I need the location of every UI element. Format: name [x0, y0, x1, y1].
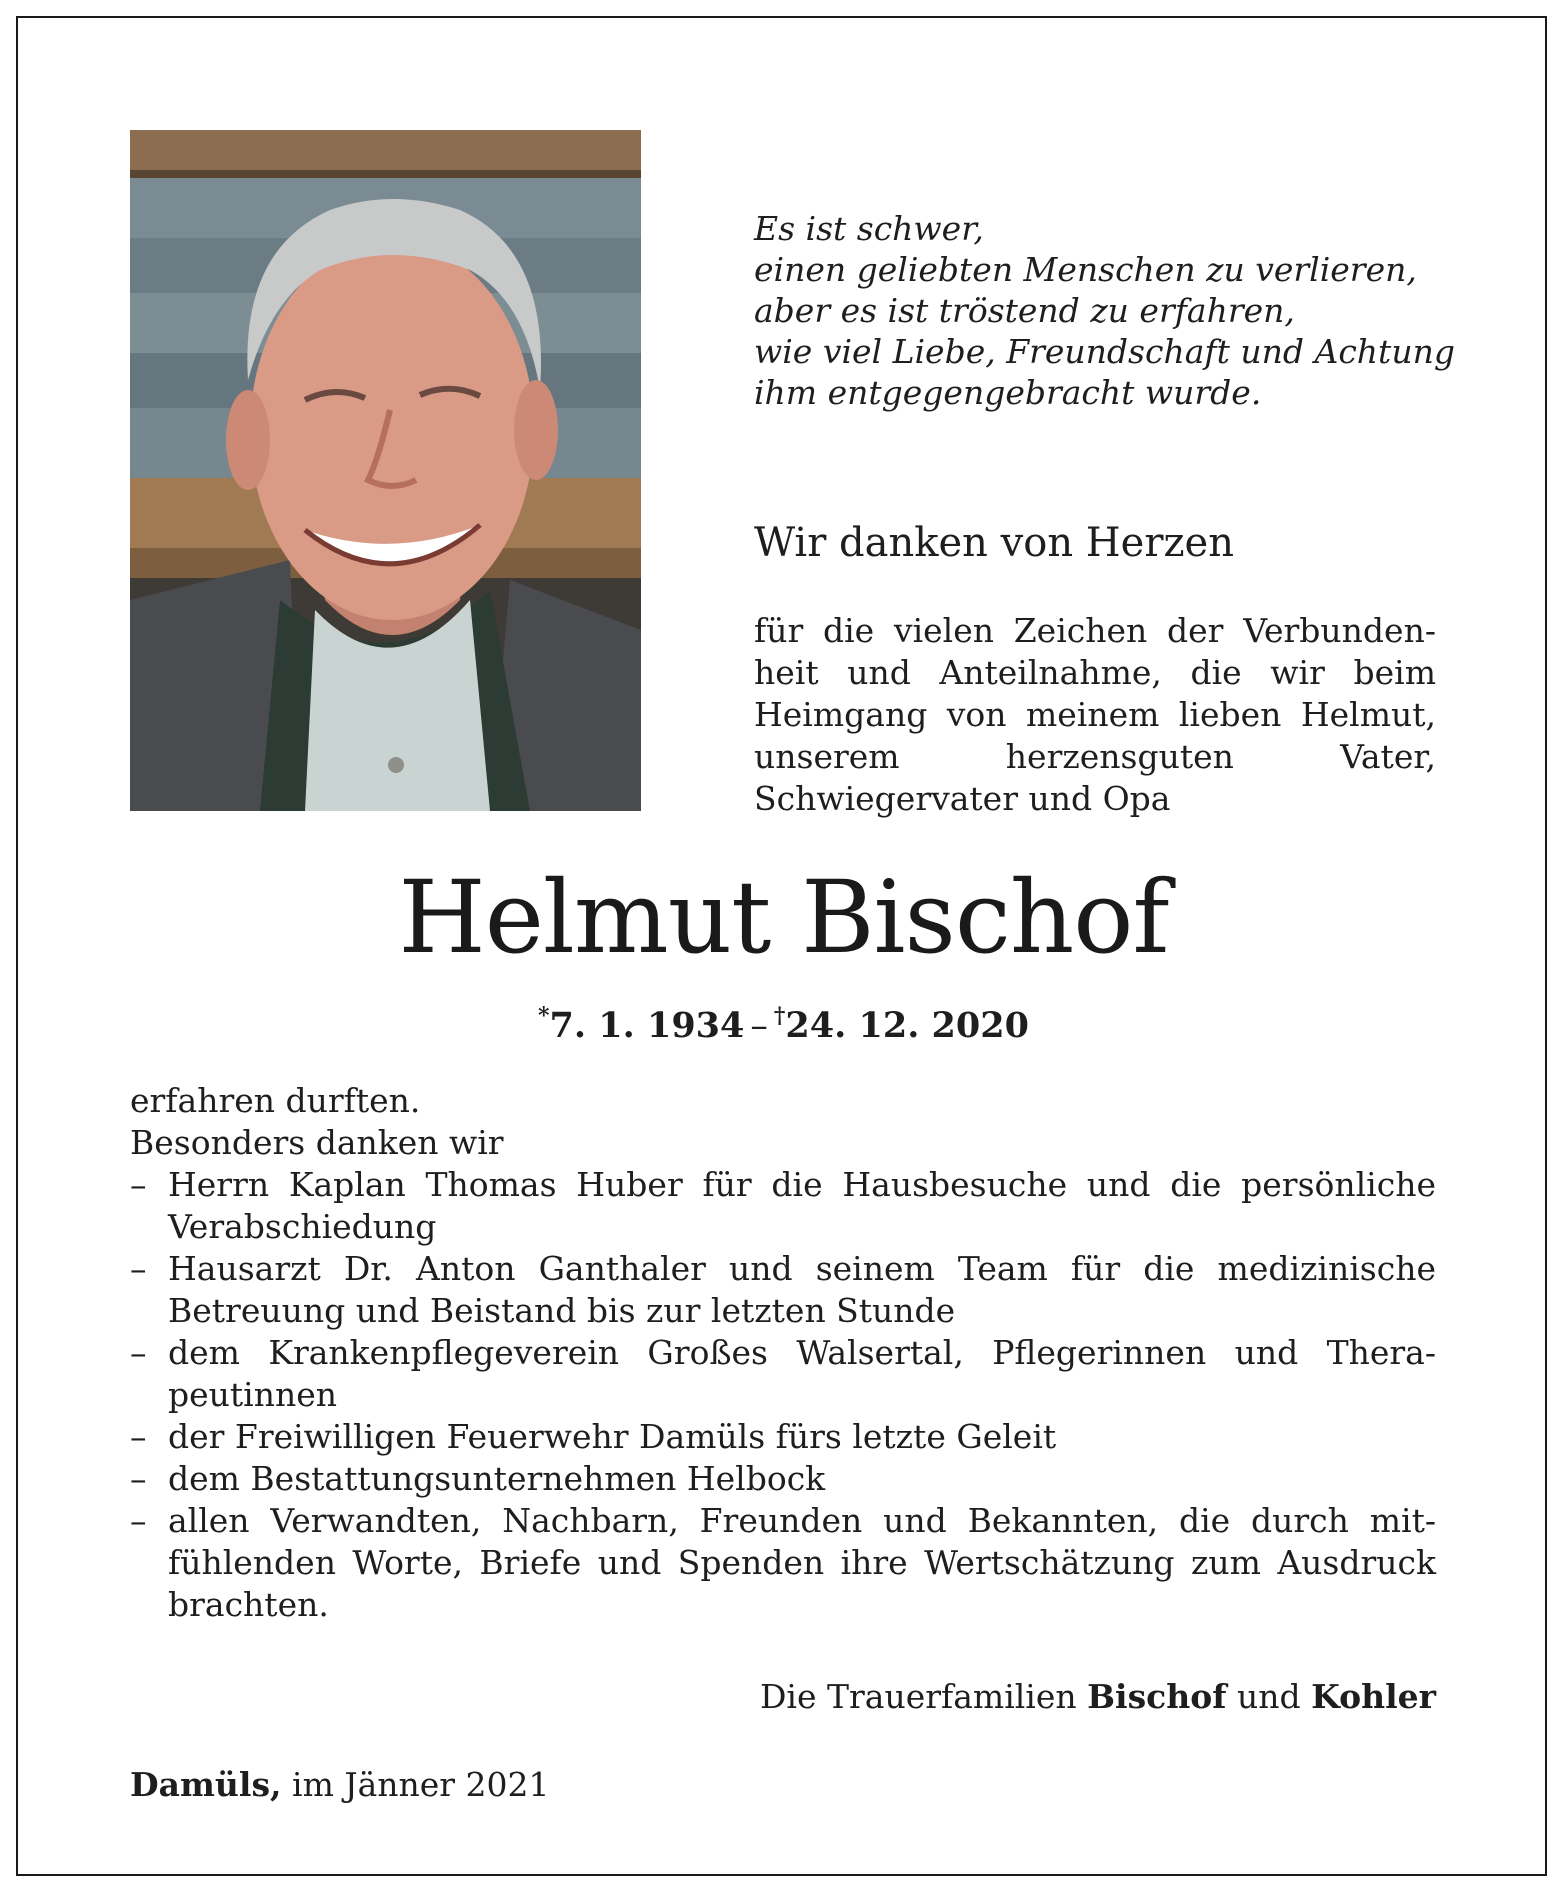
- list-dash: –: [130, 1165, 147, 1204]
- quote-line: wie viel Liebe, Freundschaft und Achtung: [754, 332, 1455, 371]
- quote-line: aber es ist tröstend zu erfahren,: [754, 291, 1295, 330]
- thanks-list: [130, 1164, 1436, 1626]
- list-item-text: allen Verwandten, Nachbarn, Freunden und Bekannten, die durch mitfühlenden Worte, Briefe und Spenden ihre Wertschätzung zum Ausdruck brachten.: [168, 1501, 1436, 1624]
- continuation-text: erfahren durften.: [130, 1081, 421, 1120]
- deceased-name: Helmut Bischof: [398, 859, 1169, 976]
- life-dates: [0, 993, 1567, 1049]
- list-dash: –: [130, 1333, 147, 1372]
- list-item-text: dem Krankenpflegeverein Großes Walsertal, Pflegerinnen und Therapeutinnen: [168, 1333, 1436, 1414]
- list-item-text: Herrn Kaplan Thomas Huber für die Hausbesuche und die persönliche Verabschiedung: [168, 1165, 1436, 1246]
- list-dash: –: [130, 1459, 147, 1498]
- quote-line: einen geliebten Menschen zu verlieren,: [754, 250, 1417, 289]
- list-item-text: dem Bestattungsunternehmen Helbock: [168, 1459, 826, 1498]
- thanks-intro: Besonders danken wir: [130, 1123, 504, 1162]
- notice-date: im Jänner 2021: [292, 1765, 550, 1804]
- list-dash: –: [130, 1501, 147, 1540]
- list-item: [130, 1500, 1436, 1626]
- list-dash: –: [130, 1417, 147, 1456]
- death-date: 24. 12. 2020: [785, 1005, 1029, 1046]
- memorial-quote: [754, 208, 1474, 413]
- date-separator: –: [750, 1006, 768, 1046]
- portrait-illustration: [130, 130, 641, 811]
- thanks-body: für die vielen Zeichen der Verbundenheit und Anteilnahme, die wir beim Heimgang von meinem lieben Helmut, unserem herzensguten Vater, Schwiegervater und Opa: [754, 611, 1436, 818]
- list-item: [130, 1248, 1436, 1332]
- birth-star-symbol: *: [538, 1003, 550, 1029]
- place-and-date: [130, 1764, 930, 1806]
- portrait-photo: [130, 130, 641, 811]
- list-item-text: der Freiwilligen Feuerwehr Damüls fürs letzte Geleit: [168, 1417, 1057, 1456]
- list-item: [130, 1332, 1436, 1416]
- birth-date: 7. 1. 1934: [549, 1005, 745, 1046]
- list-item: [130, 1458, 1436, 1500]
- death-cross-symbol: †: [773, 1003, 786, 1029]
- list-item-text: Hausarzt Dr. Anton Ganthaler und seinem Team für die medizinische Betreuung und Beistand bis zur letzten Stunde: [168, 1249, 1436, 1330]
- place-name: Damüls,: [130, 1765, 282, 1804]
- thanks-heading: Wir danken von Herzen: [754, 520, 1234, 566]
- quote-line: Es ist schwer,: [754, 209, 984, 248]
- acknowledgements: [130, 1080, 1436, 1626]
- signoff-prefix: Die Trauerfamilien: [759, 1677, 1077, 1716]
- list-item: [130, 1416, 1436, 1458]
- family-name-kohler: Kohler: [1311, 1677, 1436, 1716]
- quote-line: ihm entgegengebracht wurde.: [754, 373, 1262, 412]
- family-signoff: [600, 1676, 1436, 1718]
- list-dash: –: [130, 1249, 147, 1288]
- family-name-bischof: Bischof: [1087, 1677, 1227, 1716]
- signoff-connector: und: [1236, 1677, 1301, 1716]
- list-item: [130, 1164, 1436, 1248]
